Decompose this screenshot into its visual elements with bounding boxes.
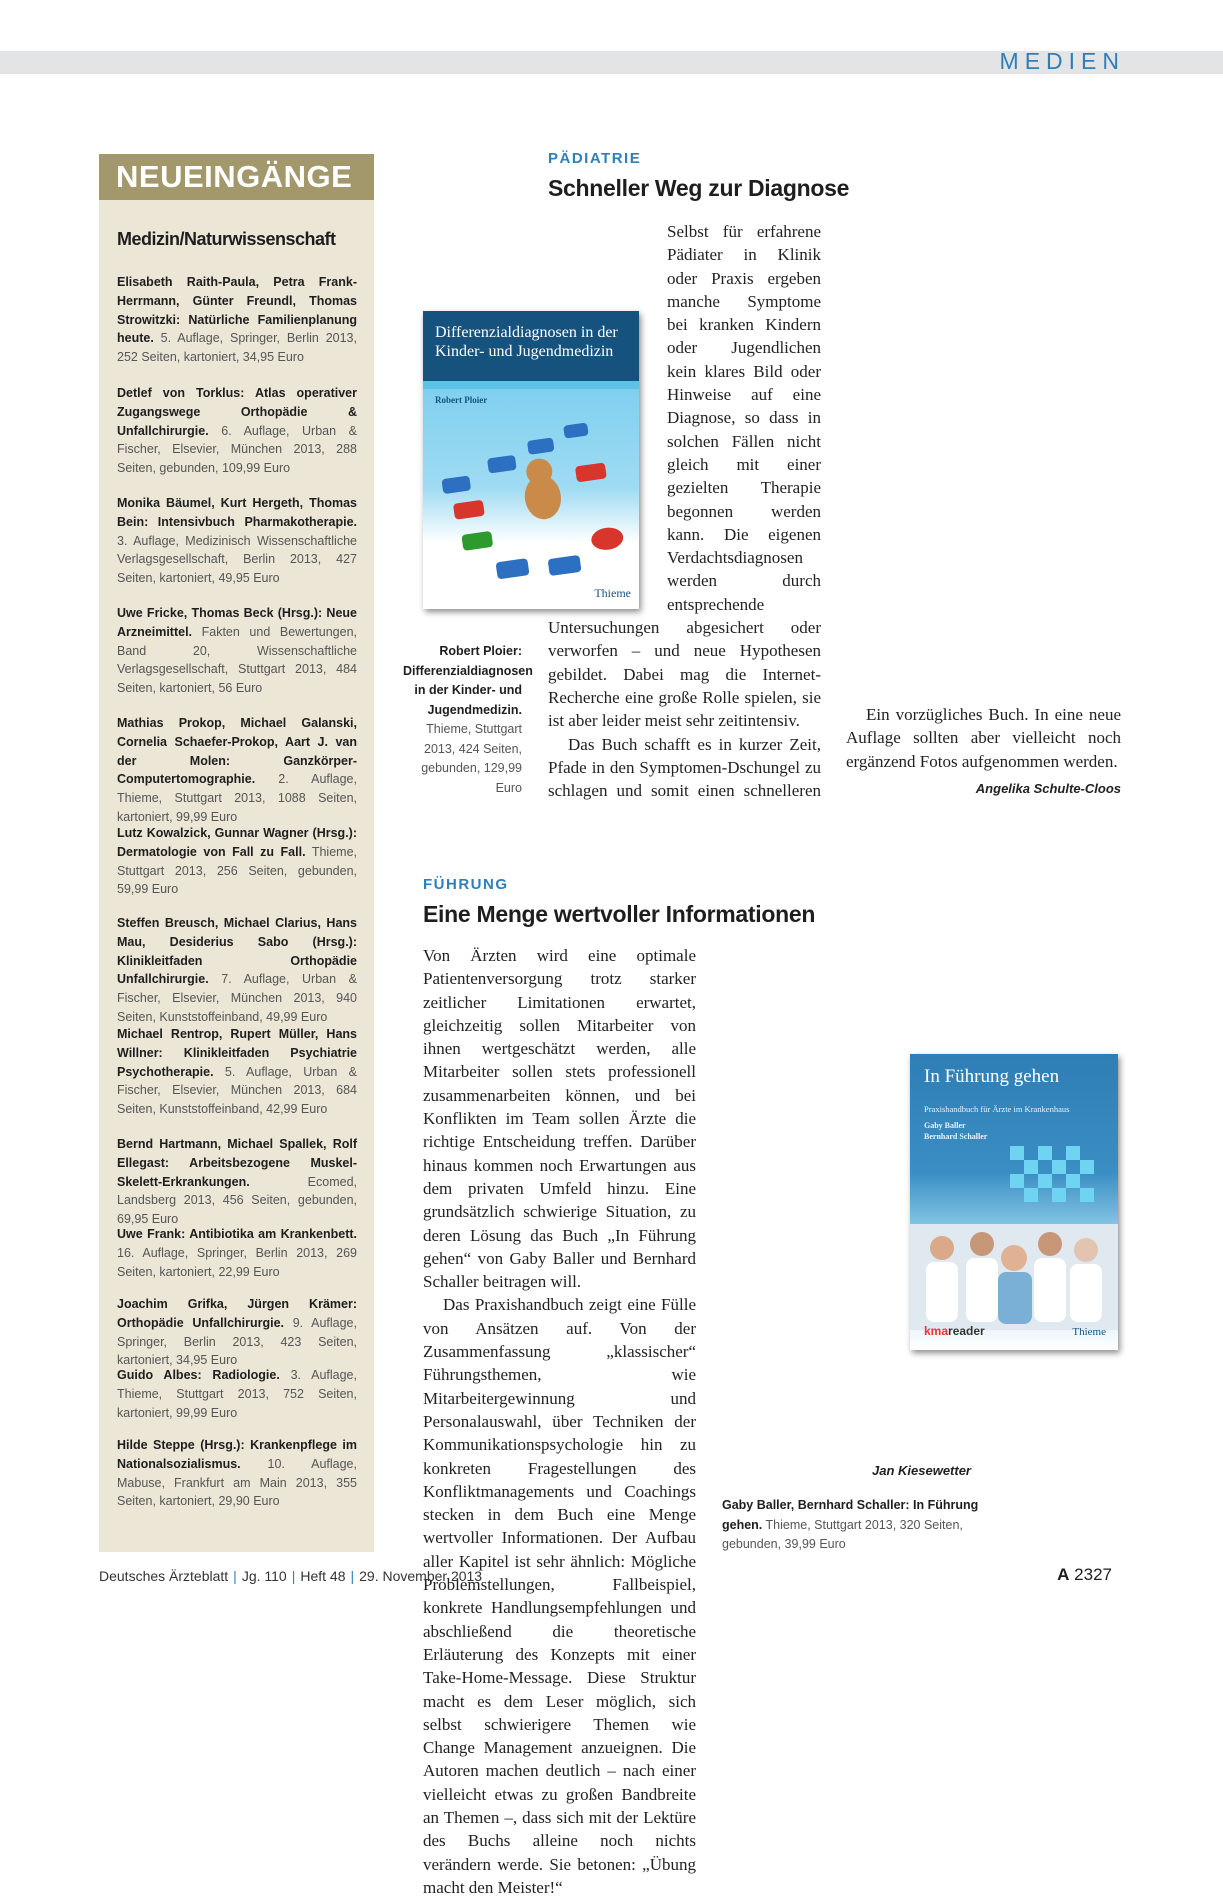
cover-series-label: reader xyxy=(948,1324,985,1338)
entry-title: Mathias Prokop, Michael Galanski, Cornelia Schaefer-Prokop, Aart J. van der Molen: Ganzkörper-Computertomographie. xyxy=(117,716,357,787)
page-prefix: A xyxy=(1057,1565,1070,1584)
list-item xyxy=(117,384,357,478)
article2-author: Jan Kiesewetter xyxy=(872,1463,971,1478)
caption-title: Gaby Baller, Bernhard Schaller: In Führung gehen. xyxy=(722,1498,979,1532)
entry-details: 2. Auflage, Thieme, Stuttgart 2013, 1088 Seiten, kartoniert, 99,99 Euro xyxy=(117,772,357,824)
entry-details: 3. Auflage, Thieme, Stuttgart 2013, 752 Seiten, kartoniert, 99,99 Euro xyxy=(117,1368,357,1420)
article2-paragraph: Von Ärzten wird eine optimale Patientenversorgung trotz starker zeitlicher Limitationen erwartet, gleichzeitig sollen Mitarbeiter von ihnen wertgeschätzt werden, alle Mitarbeiter sollen stets professionell zusammenarbeiten können, und bei Konflikten im Team sollen Ärzte die richtige Entscheidung treffen. Darüber hinaus kommen noch Erwartungen aus dem privaten Umfeld hinzu. Eine grundsätzlich schwierige Situation, zu deren Lösung das Buch „In Führung gehen“ von Gaby Baller und Bernhard Schaller beitragen will. xyxy=(423,946,696,1292)
journal-date: 29. November 2013 xyxy=(359,1568,483,1584)
entry-title: Guido Albes: Radiologie. xyxy=(117,1368,280,1382)
sidebar-subtitle: Medizin/Naturwissenschaft xyxy=(117,229,336,249)
journal-name: Deutsches Ärzteblatt xyxy=(99,1568,229,1584)
list-item xyxy=(117,273,357,367)
cover-subtitle: Praxishandbuch für Ärzte im Krankenhaus xyxy=(924,1104,1070,1114)
article1-column-1 xyxy=(548,220,821,800)
entry-details: Fakten und Bewertungen, Band 20, Wissenschaftliche Verlagsgesellschaft, Stuttgart 2013, 484 Seiten, kartoniert, 56 Euro xyxy=(117,624,357,696)
entry-title: Hilde Steppe (Hrsg.): Krankenpflege im Nationalsozialismus. xyxy=(117,1438,357,1471)
diagram-shape xyxy=(453,500,485,520)
article1-kicker: PÄDIATRIE xyxy=(548,150,642,167)
caption-details: Thieme, Stuttgart 2013, 320 Seiten, gebunden, 39,99 Euro xyxy=(722,1517,963,1551)
cover-title: Differenzialdiagnosen in der Kinder- und Jugendmedizin xyxy=(423,311,639,381)
list-item xyxy=(117,1225,357,1281)
entry-title: Bernd Hartmann, Michael Spallek, Rolf Ellegast: Arbeitsbezogene Muskel-Skelett-Erkrankungen. xyxy=(117,1137,357,1189)
cover-authors: Gaby Baller Bernhard Schaller xyxy=(924,1121,988,1141)
list-item xyxy=(117,494,357,588)
article1-author: Angelika Schulte-Cloos xyxy=(975,780,1121,796)
sidebar-title: NEUEINGÄNGE xyxy=(99,154,374,200)
entry-details: 10. Auflage, Mabuse, Frankfurt am Main 2013, 355 Seiten, kartoniert, 29,90 Euro xyxy=(117,1456,357,1509)
list-item xyxy=(117,1135,357,1229)
entry-details: 5. Auflage, Springer, Berlin 2013, 252 Seiten, kartoniert, 34,95 Euro xyxy=(117,331,357,365)
entry-title: Joachim Grifka, Jürgen Krämer: Orthopädie Unfallchirurgie. xyxy=(117,1297,357,1330)
cover-author: Robert Ploier xyxy=(435,395,488,405)
list-item xyxy=(117,604,357,698)
book-cover-2 xyxy=(910,1054,1118,1350)
list-item xyxy=(117,1436,357,1511)
list-item xyxy=(117,824,357,899)
article1-paragraph: Das Buch schafft es in kurzer Zeit, Pfade in den Symptomen-Dschungel zu schlagen und somit einen schnelleren xyxy=(548,734,821,800)
article2-paragraph: Das Praxishandbuch zeigt eine Fülle von Ansätzen auf. Von der Zusammenfassung „klassischer“ Führungsthemen, wie Mitarbeitergewinnung und Personalauswahl, über Techniken der Kommunikationspsychologie hin zu konkreten Fragestellungen des Konfliktmanagements und Coachings stecken in dem Buch eine Menge wertvoller Informationen. Der Aufbau aller Kapitel ist sehr ähnlich: Mögliche Problemstellungen, Fallbeispiel, konkrete Handlungsempfehlungen und abschließend die theoretische Erläuterung des Konzepts mit einer Take-Home-Message. Diese Struktur macht es dem Leser möglich, sich selbst schwierigere Themen wie Change Management anzueignen. Die Autoren machen deutlich – nach einer vielleicht etwas zu großen Bandbreite an Themen –, dass sich mit der Lektüre des Buchs alleine noch nichts verändern werde. Sie betonen: „Übung macht den Meister!“ xyxy=(423,1295,696,1897)
entry-details: 7. Auflage, Urban & Fischer, Elsevier, München 2013, 940 Seiten, Kunststoffeinband, 49,99 Euro xyxy=(117,972,357,1024)
book-caption-2 xyxy=(722,1496,997,1555)
article2-column-1 xyxy=(423,944,696,1897)
entry-title: Elisabeth Raith-Paula, Petra Frank-Herrmann, Günter Freundl, Thomas Strowitzki: Natürliche Familienplanung heute. xyxy=(117,275,357,346)
caption-title: Robert Ploier: Differenzialdiagnosen in der Kinder- und Jugendmedizin. xyxy=(403,644,533,717)
cover-publisher: Thieme xyxy=(1072,1326,1106,1338)
list-item xyxy=(117,1295,357,1370)
section-label: MEDIEN xyxy=(999,48,1125,74)
diagram-shape xyxy=(487,455,517,474)
article2-headline: Eine Menge wertvoller Informationen xyxy=(423,901,816,927)
entry-title: Michael Rentrop, Rupert Müller, Hans Willner: Klinikleitfaden Psychiatrie Psychotherapie. xyxy=(117,1027,357,1079)
footer-journal-info: Deutsches Ärzteblatt | Jg. 110 | Heft 48 | 29. November 2013 xyxy=(99,1568,483,1584)
article2-kicker: FÜHRUNG xyxy=(423,876,509,893)
list-item xyxy=(117,914,357,1027)
entry-title: Uwe Fricke, Thomas Beck (Hrsg.): Neue Arzneimittel. xyxy=(117,606,357,639)
cover-publisher: Thieme xyxy=(594,586,631,600)
page-number xyxy=(1057,1565,1112,1585)
entry-details: 3. Auflage, Medizinisch Wissenschaftliche Verlagsgesellschaft, Berlin 2013, 427 Seiten, kartoniert, 49,95 Euro xyxy=(117,533,357,586)
entry-title: Lutz Kowalzick, Gunnar Wagner (Hrsg.): Dermatologie von Fall zu Fall. xyxy=(117,826,357,859)
list-item xyxy=(117,1366,357,1422)
list-item xyxy=(117,714,357,827)
cover-series-brand: kma xyxy=(924,1324,949,1338)
entry-title: Detlef von Torklus: Atlas operativer Zugangswege Orthopädie & Unfallchirurgie. xyxy=(117,386,357,438)
checkered-flag xyxy=(1010,1146,1094,1202)
journal-issue: Heft 48 xyxy=(300,1568,346,1584)
entry-title: Uwe Frank: Antibiotika am Krankenbett. xyxy=(117,1227,357,1241)
entry-title: Monika Bäumel, Kurt Hergeth, Thomas Bein: Intensivbuch Pharmakotherapie. xyxy=(117,496,357,529)
entry-details: Thieme, Stuttgart 2013, 256 Seiten, gebunden, 59,99 Euro xyxy=(117,844,357,897)
list-item xyxy=(117,1025,357,1119)
journal-volume: Jg. 110 xyxy=(241,1568,287,1584)
cover-spacer xyxy=(548,220,661,598)
article1-paragraph: Ein vorzügliches Buch. In eine neue Auflage sollten aber vielleicht noch ergänzend Fotos aufgenommen werden. xyxy=(846,705,1121,771)
book-caption-1 xyxy=(403,642,533,798)
entry-details: Ecomed, Landsberg 2013, 456 Seiten, gebunden, 69,95 Euro xyxy=(117,1174,357,1227)
page-number-value: 2327 xyxy=(1074,1565,1112,1584)
article1-headline: Schneller Weg zur Diagnose xyxy=(548,175,850,201)
diagram-shape xyxy=(461,531,493,551)
doctors-photo xyxy=(910,1224,1118,1330)
article1-column-2 xyxy=(846,703,1121,800)
cover-series xyxy=(924,1324,985,1338)
caption-details: Thieme, Stuttgart 2013, 424 Seiten, gebunden, 129,99 Euro xyxy=(421,722,522,795)
entry-details: 5. Auflage, Urban & Fischer, Elsevier, München 2013, 684 Seiten, Kunststoffeinband, 42,99 Euro xyxy=(117,1064,357,1117)
diagram-shape xyxy=(441,475,471,494)
diagram-shape xyxy=(496,558,530,579)
article1-paragraph: Selbst für erfahrene Pädiater in Klinik oder Praxis ergeben manche Symptome bei kranken Kindern oder Jugendlichen kein klares Bild oder Hinweise auf eine Diagnose, so dass in solchen Fällen nicht gleich mit einer gezielten Therapie begonnen werden kann. Die eigenen Verdachtsdiagnosen werden durch entsprechende Untersuchungen abgesichert oder verworfen – und neue Hypothesen gebildet. Dabei mag die Internet-Recherche eine große Rolle spielen, sie ist aber leider meist sehr zeitintensiv. xyxy=(548,222,821,731)
entry-details: 6. Auflage, Urban & Fischer, Elsevier, München 2013, 288 Seiten, gebunden, 109,99 Euro xyxy=(117,423,357,476)
entry-details: 9. Auflage, Springer, Berlin 2013, 423 Seiten, kartoniert, 34,95 Euro xyxy=(117,1315,357,1368)
entry-title: Steffen Breusch, Michael Clarius, Hans Mau, Desiderius Sabo (Hrsg.): Klinikleitfaden Orthopädie Unfallchirurgie. xyxy=(117,916,357,987)
cover-illustration xyxy=(910,1054,1118,1350)
cover-title: In Führung gehen xyxy=(924,1066,1060,1087)
entry-details: 16. Auflage, Springer, Berlin 2013, 269 Seiten, kartoniert, 22,99 Euro xyxy=(117,1245,357,1279)
